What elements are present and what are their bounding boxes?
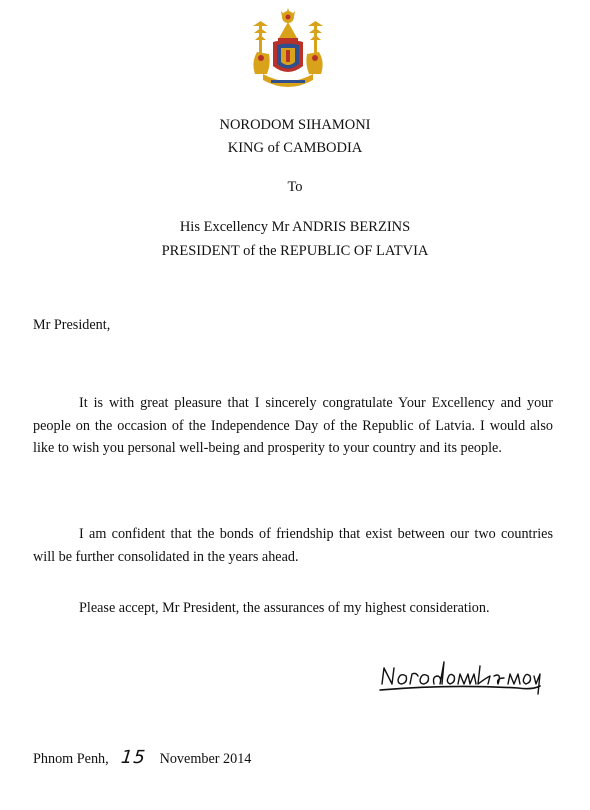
place-label: Phnom Penh, xyxy=(33,751,109,767)
paragraph-closing: Please accept, Mr President, the assurances of my highest consideration. xyxy=(79,600,490,616)
handwritten-day: 15 xyxy=(119,747,147,768)
paragraph-congratulations: It is with great pleasure that I sincerely congratulate Your Excellency and your people on the occasion of the Independence Day of the Republic of Latvia. I would also like to wish you personal well-being and prosperity to your country and its people. xyxy=(33,395,553,456)
recipient-name: His Excellency Mr ANDRIS BERZINS xyxy=(179,219,411,235)
sender-title: KING of CAMBODIA xyxy=(227,140,363,156)
handwritten-signature xyxy=(378,654,548,700)
salutation: Mr President, xyxy=(33,317,111,333)
date-line xyxy=(33,748,251,769)
month-year: November 2014 xyxy=(159,751,252,767)
sender-name: NORODOM SIHAMONI xyxy=(219,117,371,133)
paragraph-friendship: I am confident that the bonds of friendship that exist between our two countries will be further consolidated in the years ahead. xyxy=(33,526,553,565)
to-label: To xyxy=(287,179,303,195)
recipient-title: PRESIDENT of the REPUBLIC OF LATVIA xyxy=(161,243,429,259)
royal-coat-of-arms-icon xyxy=(245,8,331,94)
